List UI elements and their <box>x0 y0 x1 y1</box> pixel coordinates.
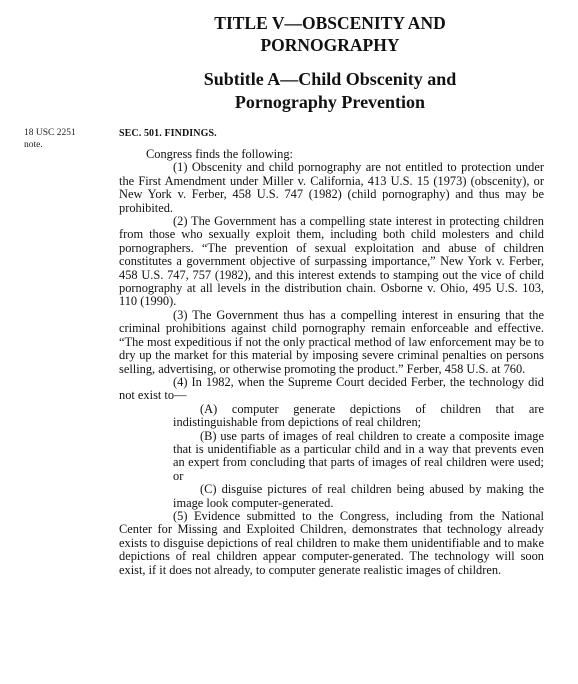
subtitle-line-1: Subtitle A—Child Obscenity and <box>203 69 457 89</box>
margin-note-line-2: note. <box>24 140 43 150</box>
finding-4-b: (B) use parts of images of real children to create a composite image that is unidentifiable as a particular child and in a way that prevents even an expert from concluding that parts of images of real children were used; or <box>173 428 544 483</box>
subtitle-heading <box>150 68 510 114</box>
margin-note-line-1: 18 USC 2251 <box>24 128 76 138</box>
title-heading <box>150 12 510 56</box>
finding-4-a: (A) computer generate depictions of children that are indistinguishable from depictions of real children; <box>173 401 544 430</box>
title-line-1: TITLE V—OBSCENITY AND <box>214 13 446 33</box>
section-body <box>119 127 544 577</box>
subtitle-line-2: Pornography Prevention <box>234 92 426 112</box>
margin-note <box>24 127 104 151</box>
section-intro: Congress finds the following: <box>146 147 293 161</box>
finding-1: (1) Obscenity and child pornography are not entitled to protection under the First Amendment under Miller v. California, 413 U.S. 15 (1973) (obscenity), or New York v. Ferber, 458 U.S. 747 (1982) (child pornography) and thus may be prohibited. <box>119 160 544 215</box>
finding-2: (2) The Government has a compelling state interest in protecting children from those who sexually exploit them, including both child molesters and child pornographers. “The prevention of sexual exploitation and abuse of children constitutes a government objective of surpassing importance,” New York v. Ferber, 458 U.S. 747, 757 (1982), and this interest extends to stamping out the vice of child pornography at all levels in the distribution chain. Osborne v. Ohio, 495 U.S. 103, 110 (1990). <box>119 214 544 309</box>
finding-5: (5) Evidence submitted to the Congress, including from the National Center for Missing and Exploited Children, demonstrates that technology already exists to disguise depictions of real children to make them unidentifiable and to make depictions of real children appear computer-generated. The technology will soon exist, if it does not already, to computer generate realistic images of children. <box>119 508 544 577</box>
finding-3: (3) The Government thus has a compelling interest in ensuring that the criminal prohibitions against child pornography remain enforceable and effective. “The most expeditious if not the only practical method of law enforcement may be to dry up the market for this material by imposing severe criminal penalties on persons selling, advertising, or otherwise promoting the product.” Ferber, 458 U.S. at 760. <box>119 307 544 376</box>
finding-4-c: (C) disguise pictures of real children being abused by making the image look computer-generated. <box>173 482 544 510</box>
title-line-2: PORNOGRAPHY <box>260 35 400 55</box>
section-heading: SEC. 501. FINDINGS. <box>119 128 217 139</box>
finding-4: (4) In 1982, when the Supreme Court decided Ferber, the technology did not exist to— <box>119 374 544 403</box>
